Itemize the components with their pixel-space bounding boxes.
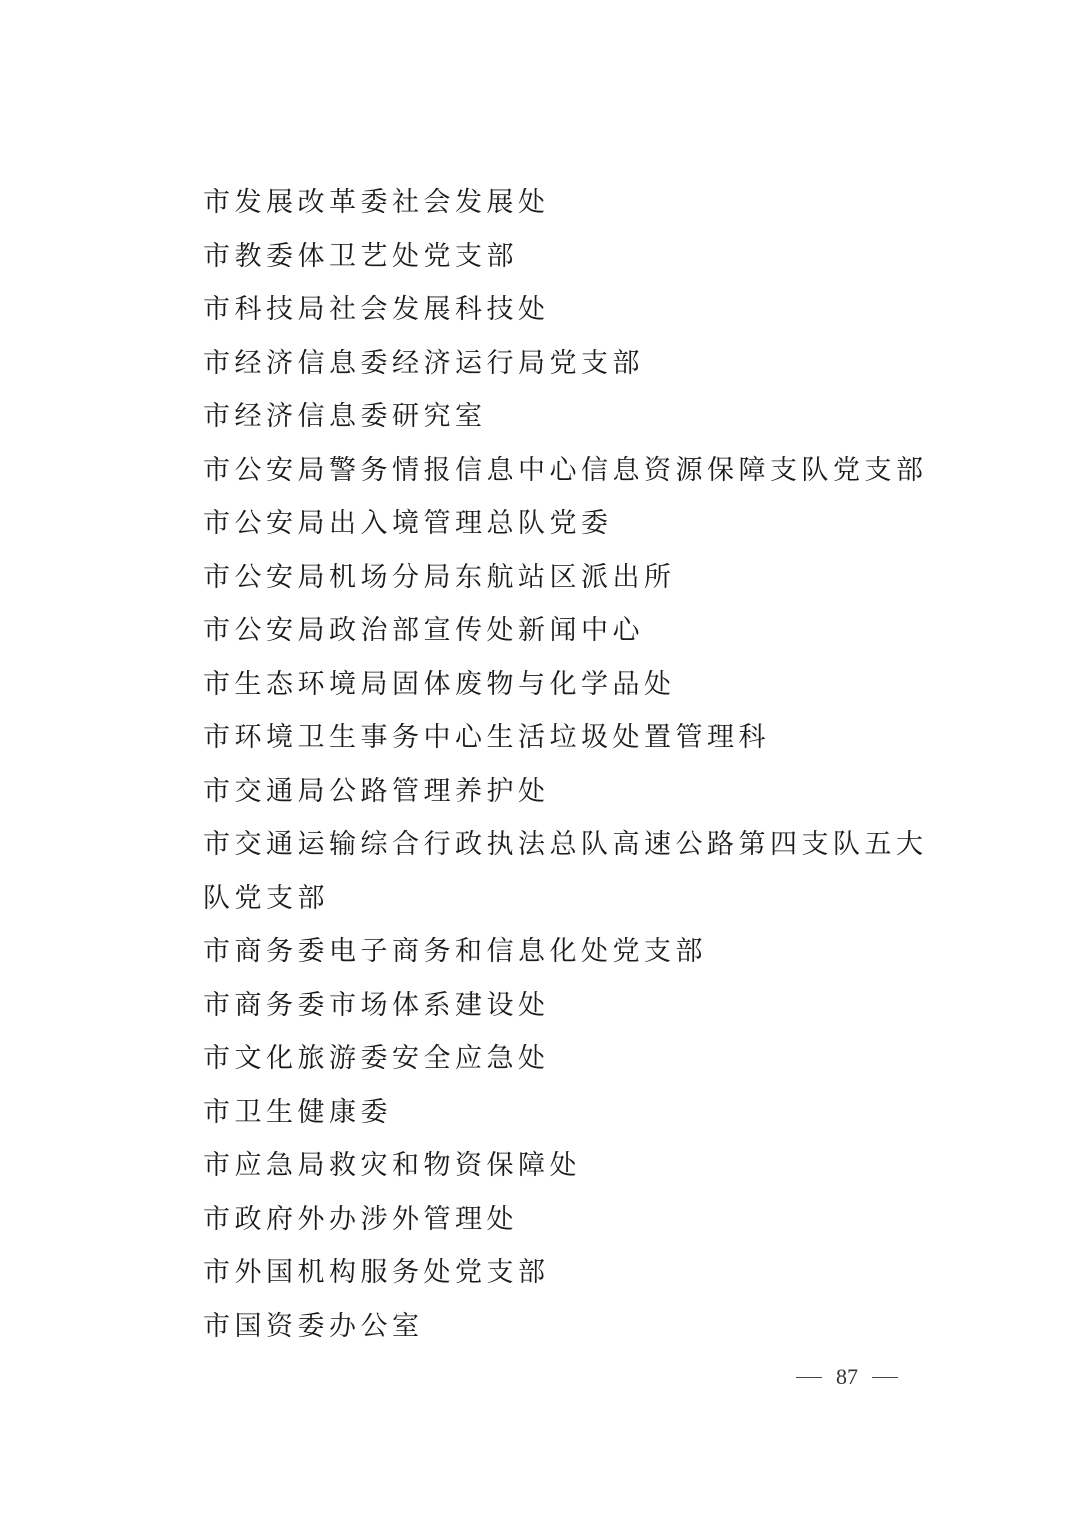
- list-item: 市国资委办公室: [203, 1310, 424, 1342]
- list-item: 市公安局政治部宣传处新闻中心: [203, 615, 644, 646]
- list-item: 市交通局公路管理养护处: [203, 775, 550, 807]
- list-item: 市教委体卫艺处党支部: [203, 240, 518, 272]
- page-footer: [796, 1364, 898, 1390]
- list-item: 市科技局社会发展科技处: [203, 294, 550, 325]
- list-item: 市发展改革委社会发展处: [203, 187, 550, 218]
- list-item: 市商务委电子商务和信息化处党支部: [203, 936, 707, 967]
- list-item: 市商务委市场体系建设处: [203, 989, 550, 1021]
- list-item: 市应急局救灾和物资保障处: [203, 1150, 581, 1181]
- list-item: 市经济信息委研究室: [203, 401, 487, 432]
- page-number: 87: [836, 1364, 858, 1389]
- footer-dash-right: [872, 1377, 898, 1378]
- list-item: 市公安局出入境管理总队党委: [203, 508, 613, 539]
- list-item: 市公安局机场分局东航站区派出所: [203, 561, 676, 593]
- list-item: 市公安局警务情报信息中心信息资源保障支队党支部: [203, 454, 928, 486]
- list-item: 市环境卫生事务中心生活垃圾处置管理科: [203, 722, 770, 753]
- footer-dash-left: [796, 1377, 822, 1378]
- list-item: 市经济信息委经济运行局党支部: [203, 347, 644, 379]
- list-item: 市政府外办涉外管理处: [203, 1203, 518, 1235]
- list-item: 市外国机构服务处党支部: [203, 1257, 550, 1288]
- list-item: 市交通运输综合行政执法总队高速公路第四支队五大队党支部: [203, 829, 928, 914]
- organization-list: [140, 176, 940, 1353]
- list-item: 市卫生健康委: [203, 1096, 392, 1128]
- list-item: 市生态环境局固体废物与化学品处: [203, 668, 676, 700]
- list-item: 市文化旅游委安全应急处: [203, 1043, 550, 1074]
